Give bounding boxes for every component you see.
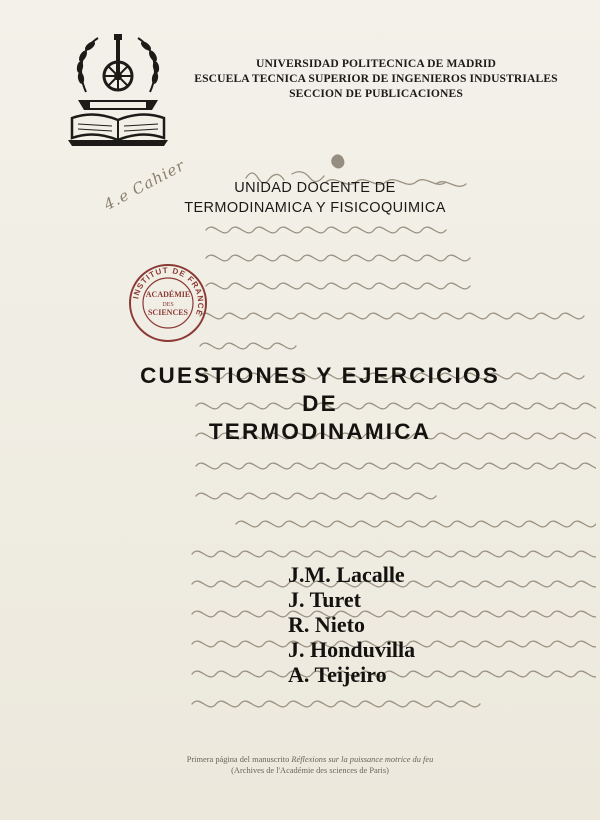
marginal-note: 4.e Cahier (100, 156, 188, 214)
author-list (288, 562, 415, 687)
caption-prefix: Primera página del manuscrito (186, 755, 292, 764)
author-name: A. Teijeiro (288, 662, 387, 687)
academie-stamp-icon (127, 262, 209, 344)
header-university: UNIVERSIDAD POLITECNICA DE MADRID (255, 57, 497, 70)
author-name: R. Nieto (288, 612, 365, 637)
caption-work-title: Réflexions sur la puissance motrice du feu (291, 755, 434, 764)
title-line3: TERMODINAMICA (208, 419, 432, 444)
stamp-center-line2: DES (162, 302, 174, 308)
author-name: J. Honduvilla (288, 637, 416, 662)
header-school: ESCUELA TECNICA SUPERIOR DE INGENIEROS INDUSTRIALES (194, 72, 558, 85)
stamp-center-line1: ACADÉMIE (145, 290, 191, 299)
stamp-ring-text: INSTITUT DE FRANCE (131, 265, 206, 318)
book-title (80, 362, 560, 446)
stamp-center-line3: SCIENCES (147, 308, 189, 317)
author-name: J. Turet (288, 587, 361, 612)
title-line1: CUESTIONES Y EJERCICIOS (140, 363, 500, 388)
unit-line2: TERMODINAMICA Y FISICOQUIMICA (184, 200, 446, 216)
title-line2: DE (302, 391, 338, 416)
university-emblem-icon (64, 26, 172, 150)
caption-line1 (150, 754, 470, 765)
unit-line1: UNIDAD DOCENTE DE (234, 180, 396, 196)
author-name: J.M. Lacalle (288, 562, 405, 587)
image-caption (150, 754, 470, 776)
caption-line2: (Archives de l'Académie des sciences de Paris) (231, 766, 389, 775)
institution-header (176, 56, 576, 101)
teaching-unit (150, 178, 480, 218)
header-section: SECCION DE PUBLICACIONES (289, 87, 463, 100)
